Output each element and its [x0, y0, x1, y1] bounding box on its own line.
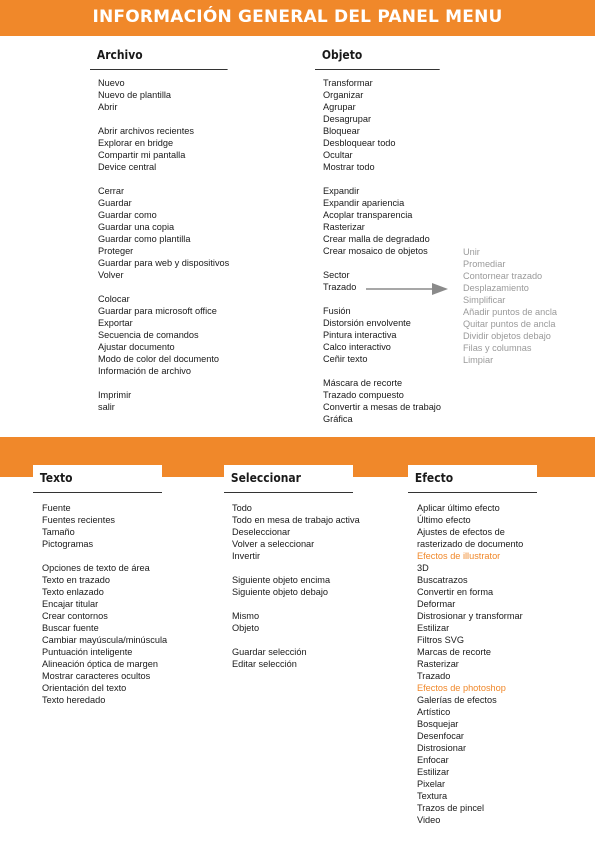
menu-item: Mostrar caracteres ocultos [42, 671, 151, 681]
menu-item: Buscar fuente [42, 623, 99, 633]
menu-item: Exportar [98, 318, 133, 328]
menu-item: 3D [417, 563, 429, 573]
menu-item: Efectos de illustrator [417, 551, 501, 561]
menu-item: Expandir apariencia [323, 198, 405, 208]
menu-item: Filtros SVG [417, 635, 464, 645]
menu-item: Siguiente objeto debajo [232, 587, 329, 597]
menu-separator [323, 365, 441, 377]
menu-item: Fusión [323, 306, 351, 316]
archivo-header: Archivo [90, 42, 228, 70]
menu-item: Mismo [232, 611, 260, 621]
menu-item: Cerrar [98, 186, 125, 196]
menu-item: Volver a seleccionar [232, 539, 315, 549]
efecto-header: Efecto [408, 465, 537, 493]
menu-item: Invertir [232, 551, 261, 561]
menu-item: Guardar como plantilla [98, 234, 191, 244]
menu-item: Distrosionar y transformar [417, 611, 523, 621]
menu-item: Aplicar último efecto [417, 503, 500, 513]
menu-item: Abrir [98, 102, 118, 112]
menu-item: Gráfica [323, 414, 353, 424]
menu-item: Bloquear [323, 126, 360, 136]
arrow-right-icon [366, 283, 448, 295]
page-title: INFORMACIÓN GENERAL DEL PANEL MENU [92, 7, 503, 27]
menu-item: Convertir a mesas de trabajo [323, 402, 441, 412]
menu-item: Ajustes de efectos de [417, 527, 505, 537]
menu-item: Objeto [232, 623, 260, 633]
menu-item: Agrupar [323, 102, 356, 112]
menu-item: Trazado [323, 282, 357, 292]
menu-item: Desbloquear todo [323, 138, 396, 148]
menu-item: Proteger [98, 246, 134, 256]
menu-item: Nuevo [98, 78, 125, 88]
menu-item: Organizar [323, 90, 364, 100]
menu-item: Contornear trazado [463, 271, 543, 281]
menu-item: Rasterizar [417, 659, 459, 669]
menu-item: Opciones de texto de área [42, 563, 150, 573]
menu-item: Video [417, 815, 441, 825]
menu-item: Orientación del texto [42, 683, 127, 693]
menu-item: Máscara de recorte [323, 378, 403, 388]
menu-item: Fuentes recientes [42, 515, 116, 525]
menu-item: salir [98, 402, 115, 412]
archivo-menu-list [98, 77, 229, 413]
menu-item: Filas y columnas [463, 343, 532, 353]
menu-item: rasterizado de documento [417, 539, 524, 549]
menu-item: Explorar en bridge [98, 138, 174, 148]
menu-item: Transformar [323, 78, 373, 88]
menu-item: Cambiar mayúscula/minúscula [42, 635, 168, 645]
menu-item: Texto heredado [42, 695, 106, 705]
menu-item: Tamaño [42, 527, 75, 537]
menu-item: Modo de color del documento [98, 354, 220, 364]
menu-item: Guardar una copia [98, 222, 175, 232]
menu-item: Deformar [417, 599, 456, 609]
menu-separator [323, 257, 441, 269]
menu-item: Puntuación inteligente [42, 647, 133, 657]
menu-item: Efectos de photoshop [417, 683, 506, 693]
menu-separator [98, 377, 229, 389]
menu-item: Mostrar todo [323, 162, 375, 172]
menu-item: Pixelar [417, 779, 446, 789]
menu-item: Calco interactivo [323, 342, 391, 352]
menu-item: Ceñir texto [323, 354, 368, 364]
menu-item: Sector [323, 270, 350, 280]
menu-item: Todo en mesa de trabajo activa [232, 515, 360, 525]
texto-header: Texto [33, 465, 162, 493]
menu-item: Bosquejar [417, 719, 459, 729]
menu-item: Marcas de recorte [417, 647, 492, 657]
menu-item: Fuente [42, 503, 71, 513]
menu-item: Unir [463, 247, 480, 257]
menu-item: Trazado [417, 671, 451, 681]
menu-item: Estilizar [417, 623, 450, 633]
trazado-submenu-list [463, 246, 557, 366]
menu-item: Expandir [323, 186, 360, 196]
objeto-header: Objeto [315, 42, 440, 70]
menu-item: Dividir objetos debajo [463, 331, 551, 341]
menu-item: Desplazamiento [463, 283, 529, 293]
menu-item: Guardar [98, 198, 132, 208]
menu-item: Desagrupar [323, 114, 372, 124]
menu-item: Guardar para web y dispositivos [98, 258, 230, 268]
efecto-menu-list [417, 502, 523, 826]
menu-item: Alineación óptica de margen [42, 659, 158, 669]
menu-item: Desenfocar [417, 731, 464, 741]
menu-separator [98, 173, 229, 185]
menu-item: Estilizar [417, 767, 450, 777]
menu-item: Texto en trazado [42, 575, 110, 585]
menu-item: Simplificar [463, 295, 506, 305]
menu-item: Buscatrazos [417, 575, 468, 585]
menu-item: Editar selección [232, 659, 297, 669]
menu-item: Guardar para microsoft office [98, 306, 217, 316]
menu-item: Compartir mi pantalla [98, 150, 186, 160]
menu-item: Acoplar transparencia [323, 210, 413, 220]
menu-item: Rasterizar [323, 222, 365, 232]
menu-item: Limpiar [463, 355, 494, 365]
texto-menu-list [42, 502, 167, 706]
menu-separator [98, 113, 229, 125]
menu-item: Abrir archivos recientes [98, 126, 194, 136]
menu-item: Último efecto [417, 515, 471, 525]
menu-item: Crear malla de degradado [323, 234, 430, 244]
menu-item: Añadir puntos de ancla [463, 307, 557, 317]
menu-item: Distorsión envolvente [323, 318, 411, 328]
menu-item: Texto enlazado [42, 587, 104, 597]
menu-item: Encajar titular [42, 599, 99, 609]
menu-item: Imprimir [98, 390, 132, 400]
menu-item: Trazos de pincel [417, 803, 485, 813]
menu-item: Volver [98, 270, 124, 280]
menu-item: Crear contornos [42, 611, 108, 621]
menu-item: Información de archivo [98, 366, 191, 376]
menu-item: Pintura interactiva [323, 330, 397, 340]
menu-item: Trazado compuesto [323, 390, 404, 400]
seleccionar-header: Seleccionar [224, 465, 353, 493]
menu-item: Promediar [463, 259, 506, 269]
menu-item: Distrosionar [417, 743, 467, 753]
menu-item: Guardar como [98, 210, 157, 220]
menu-separator [323, 173, 441, 185]
menu-separator [98, 281, 229, 293]
menu-item: Siguiente objeto encima [232, 575, 331, 585]
menu-item: Galerías de efectos [417, 695, 497, 705]
menu-item: Pictogramas [42, 539, 94, 549]
menu-separator [232, 598, 360, 610]
menu-item: Device central [98, 162, 157, 172]
menu-item: Crear mosaico de objetos [323, 246, 428, 256]
menu-item: Quitar puntos de ancla [463, 319, 556, 329]
objeto-menu-list [323, 77, 441, 425]
menu-separator [42, 550, 167, 562]
menu-item: Textura [417, 791, 448, 801]
menu-item: Nuevo de plantilla [98, 90, 172, 100]
menu-item: Guardar selección [232, 647, 307, 657]
menu-separator [232, 562, 360, 574]
menu-item: Ocultar [323, 150, 353, 160]
menu-item: Enfocar [417, 755, 449, 765]
menu-separator [232, 634, 360, 646]
seleccionar-menu-list [232, 502, 360, 670]
menu-item: Ajustar documento [98, 342, 175, 352]
menu-item: Artístico [417, 707, 451, 717]
menu-item: Convertir en forma [417, 587, 494, 597]
menu-item: Secuencia de comandos [98, 330, 199, 340]
menu-item: Colocar [98, 294, 130, 304]
menu-item: Deseleccionar [232, 527, 291, 537]
menu-item: Todo [232, 503, 252, 513]
